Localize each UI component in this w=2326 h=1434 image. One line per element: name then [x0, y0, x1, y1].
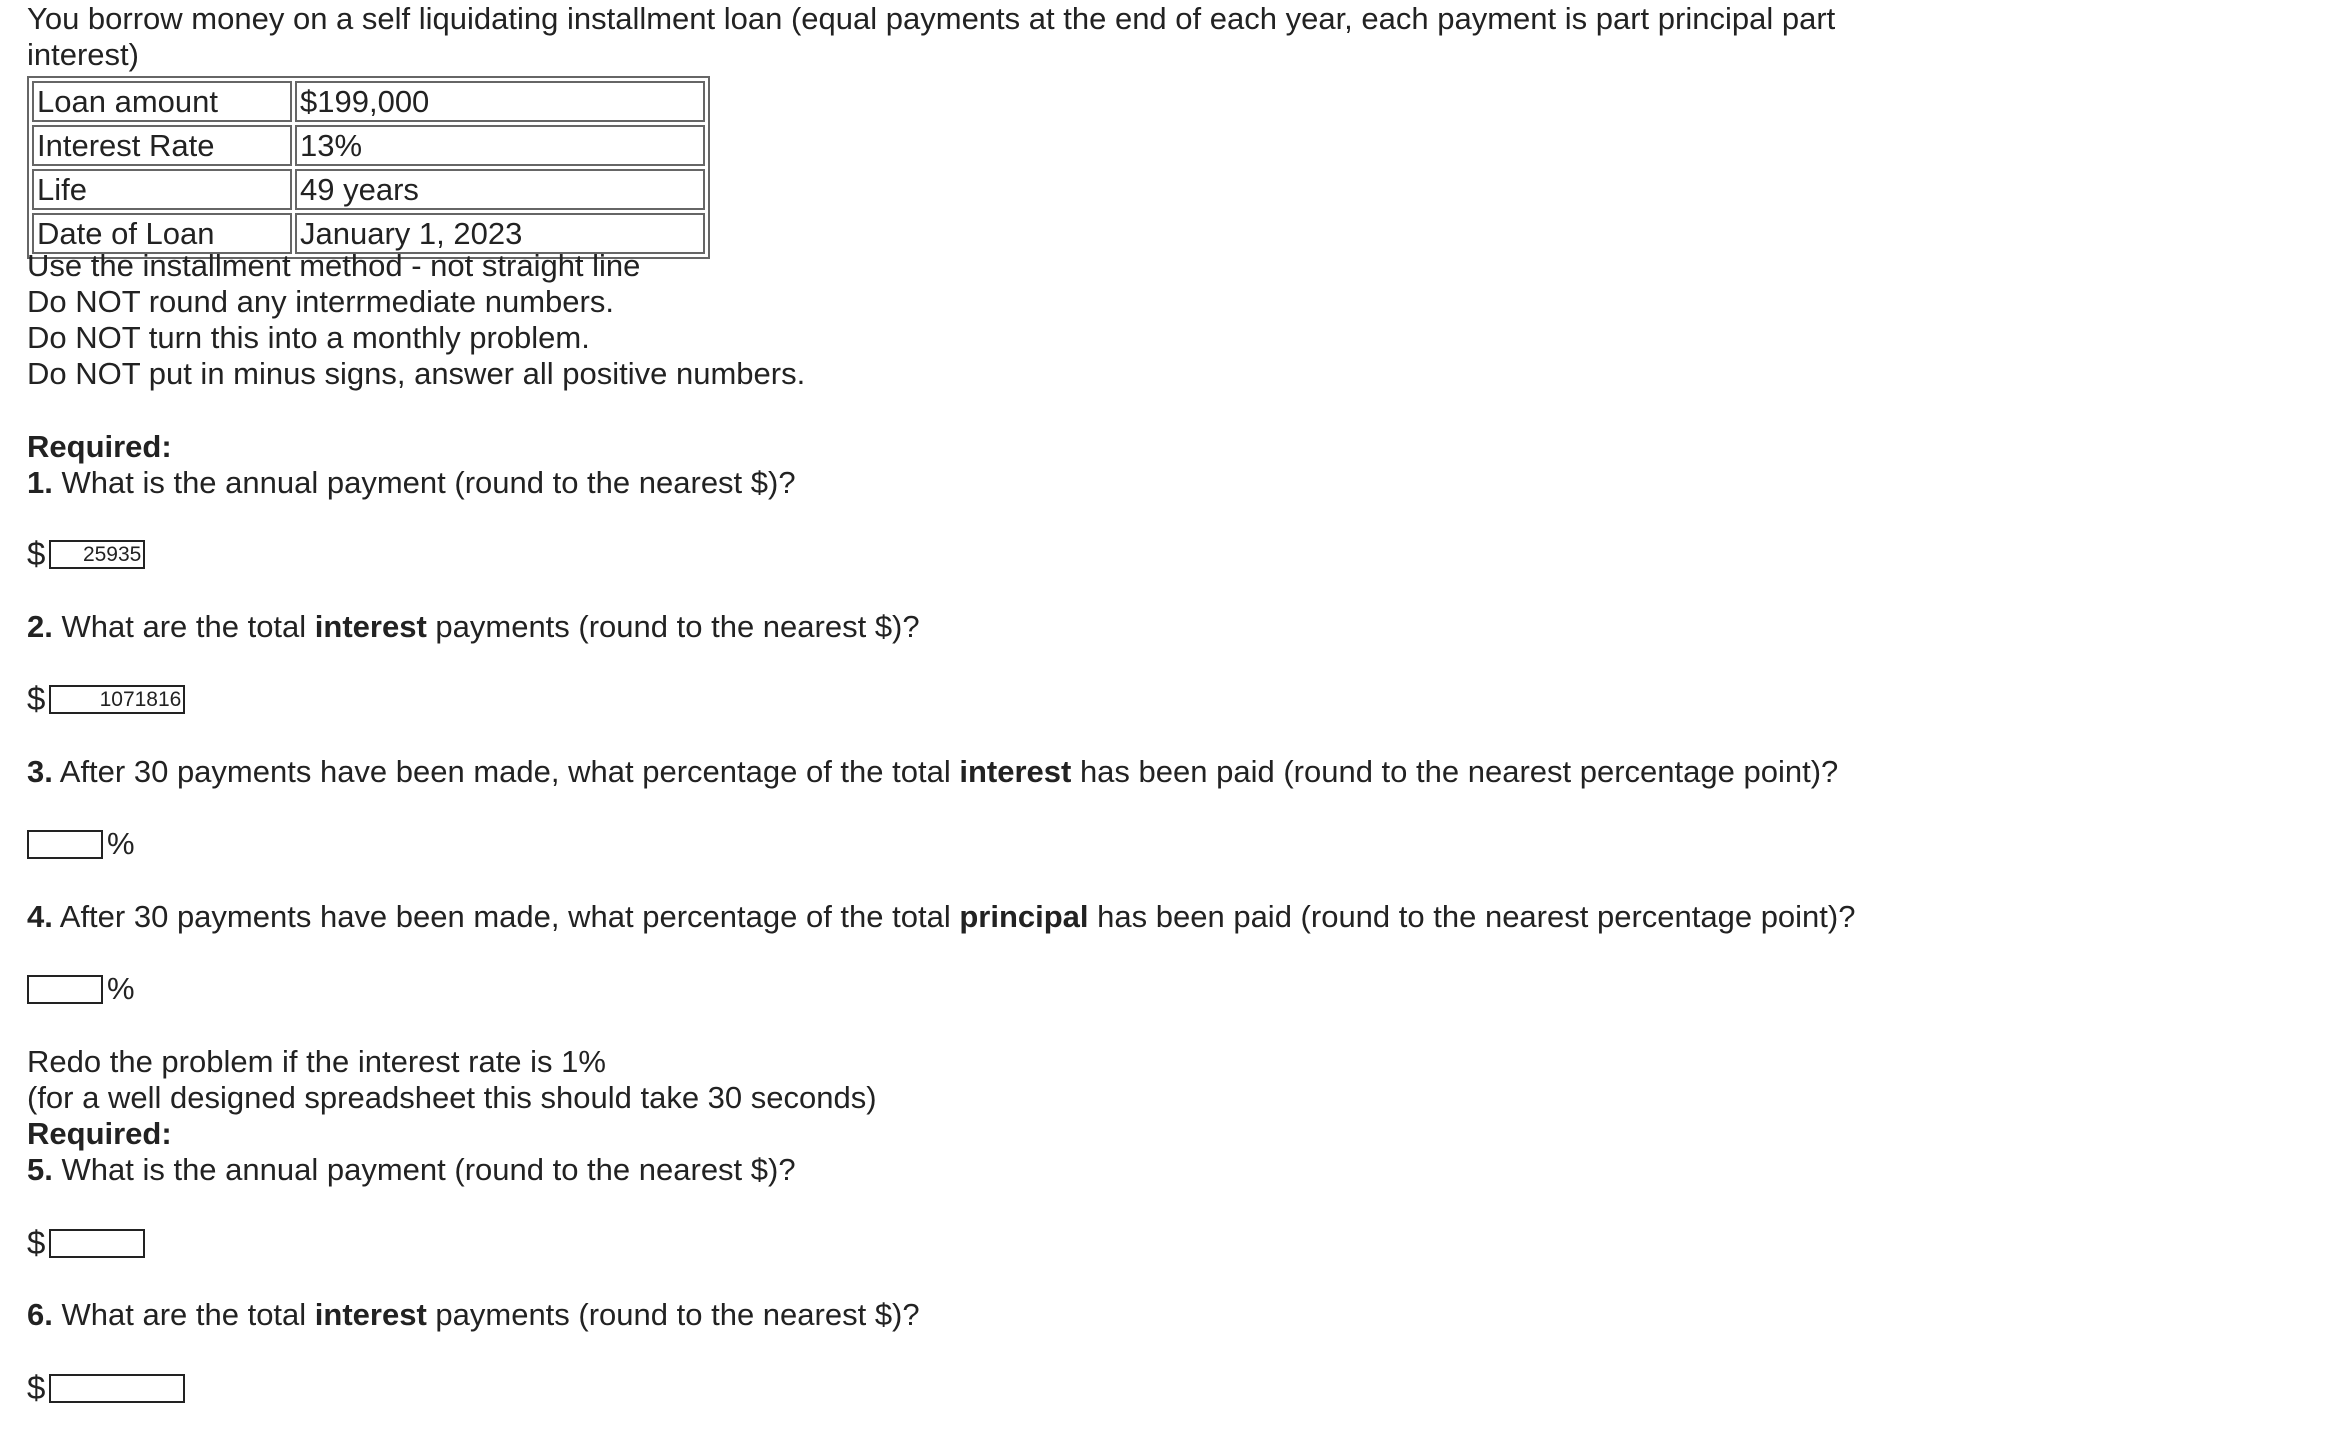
required-heading-2 — [27, 1116, 172, 1152]
question-text: What are the total — [61, 1297, 315, 1332]
interest-rate-label: Interest Rate — [32, 125, 292, 166]
date-of-loan-label: Date of Loan — [32, 213, 292, 254]
answer-4-input[interactable] — [27, 975, 103, 1004]
answer-2-row — [27, 681, 185, 717]
question-number: 5. — [27, 1152, 53, 1187]
question-number: 3. — [27, 754, 53, 789]
answer-5-row — [27, 1225, 145, 1261]
answer-1-row — [27, 536, 145, 572]
question-text: After 30 payments have been made, what percentage of the total — [59, 754, 960, 789]
interest-rate-value: 13% — [295, 125, 705, 166]
instruction-line: Use the installment method - not straight line — [27, 248, 641, 283]
table-row — [32, 81, 705, 122]
question-5 — [27, 1152, 796, 1188]
dollar-sign: $ — [27, 535, 46, 572]
dollar-sign: $ — [27, 680, 46, 717]
question-emphasis: interest — [314, 1297, 427, 1332]
percent-sign: % — [107, 826, 135, 861]
required-label: Required: — [27, 429, 172, 464]
intro-text: You borrow money on a self liquidating installment loan (equal payments at the end of each year, each payment is part principal part interest) — [27, 1, 1836, 72]
answer-6-row — [27, 1370, 185, 1406]
question-text: payments (round to the nearest $)? — [426, 1297, 920, 1332]
question-2 — [27, 609, 920, 645]
loan-details-table — [27, 76, 710, 259]
question-emphasis: interest — [314, 609, 427, 644]
question-text: payments (round to the nearest $)? — [426, 609, 920, 644]
question-text: What are the total — [61, 609, 315, 644]
instruction-line: Do NOT round any interrmediate numbers. — [27, 284, 614, 319]
dollar-sign: $ — [27, 1369, 46, 1406]
date-of-loan-value: January 1, 2023 — [295, 213, 705, 254]
instruction-line: Do NOT turn this into a monthly problem. — [27, 320, 590, 355]
question-text: has been paid (round to the nearest percentage point)? — [1088, 899, 1856, 934]
answer-2-input[interactable]: 1071816 — [49, 685, 185, 714]
dollar-sign: $ — [27, 1224, 46, 1261]
question-text: has been paid (round to the nearest percentage point)? — [1071, 754, 1839, 789]
life-value: 49 years — [295, 169, 705, 210]
question-emphasis: principal — [959, 899, 1089, 934]
question-3 — [27, 754, 1838, 790]
life-label: Life — [32, 169, 292, 210]
answer-6-input[interactable] — [49, 1374, 185, 1403]
answer-3-row — [27, 826, 135, 862]
answer-4-row — [27, 971, 135, 1007]
question-number: 6. — [27, 1297, 53, 1332]
required-label: Required: — [27, 1116, 172, 1151]
question-emphasis: interest — [959, 754, 1072, 789]
redo-line: Redo the problem if the interest rate is 1% — [27, 1044, 606, 1079]
question-number: 2. — [27, 609, 53, 644]
question-4 — [27, 899, 1855, 935]
redo-note: (for a well designed spreadsheet this should take 30 seconds) — [27, 1080, 877, 1115]
question-1 — [27, 465, 796, 501]
question-6 — [27, 1297, 920, 1333]
question-text: After 30 payments have been made, what percentage of the total — [59, 899, 960, 934]
question-number: 4. — [27, 899, 53, 934]
loan-amount-value: $199,000 — [295, 81, 705, 122]
answer-1-input[interactable]: 25935 — [49, 540, 145, 569]
question-number: 1. — [27, 465, 53, 500]
table-row — [32, 125, 705, 166]
table-row — [32, 169, 705, 210]
answer-3-input[interactable] — [27, 830, 103, 859]
answer-5-input[interactable] — [49, 1229, 145, 1258]
question-text: What is the annual payment (round to the nearest $)? — [61, 465, 796, 500]
instruction-line: Do NOT put in minus signs, answer all positive numbers. — [27, 356, 806, 391]
percent-sign: % — [107, 971, 135, 1006]
required-heading — [27, 429, 172, 465]
loan-amount-label: Loan amount — [32, 81, 292, 122]
question-text: What is the annual payment (round to the nearest $)? — [61, 1152, 796, 1187]
